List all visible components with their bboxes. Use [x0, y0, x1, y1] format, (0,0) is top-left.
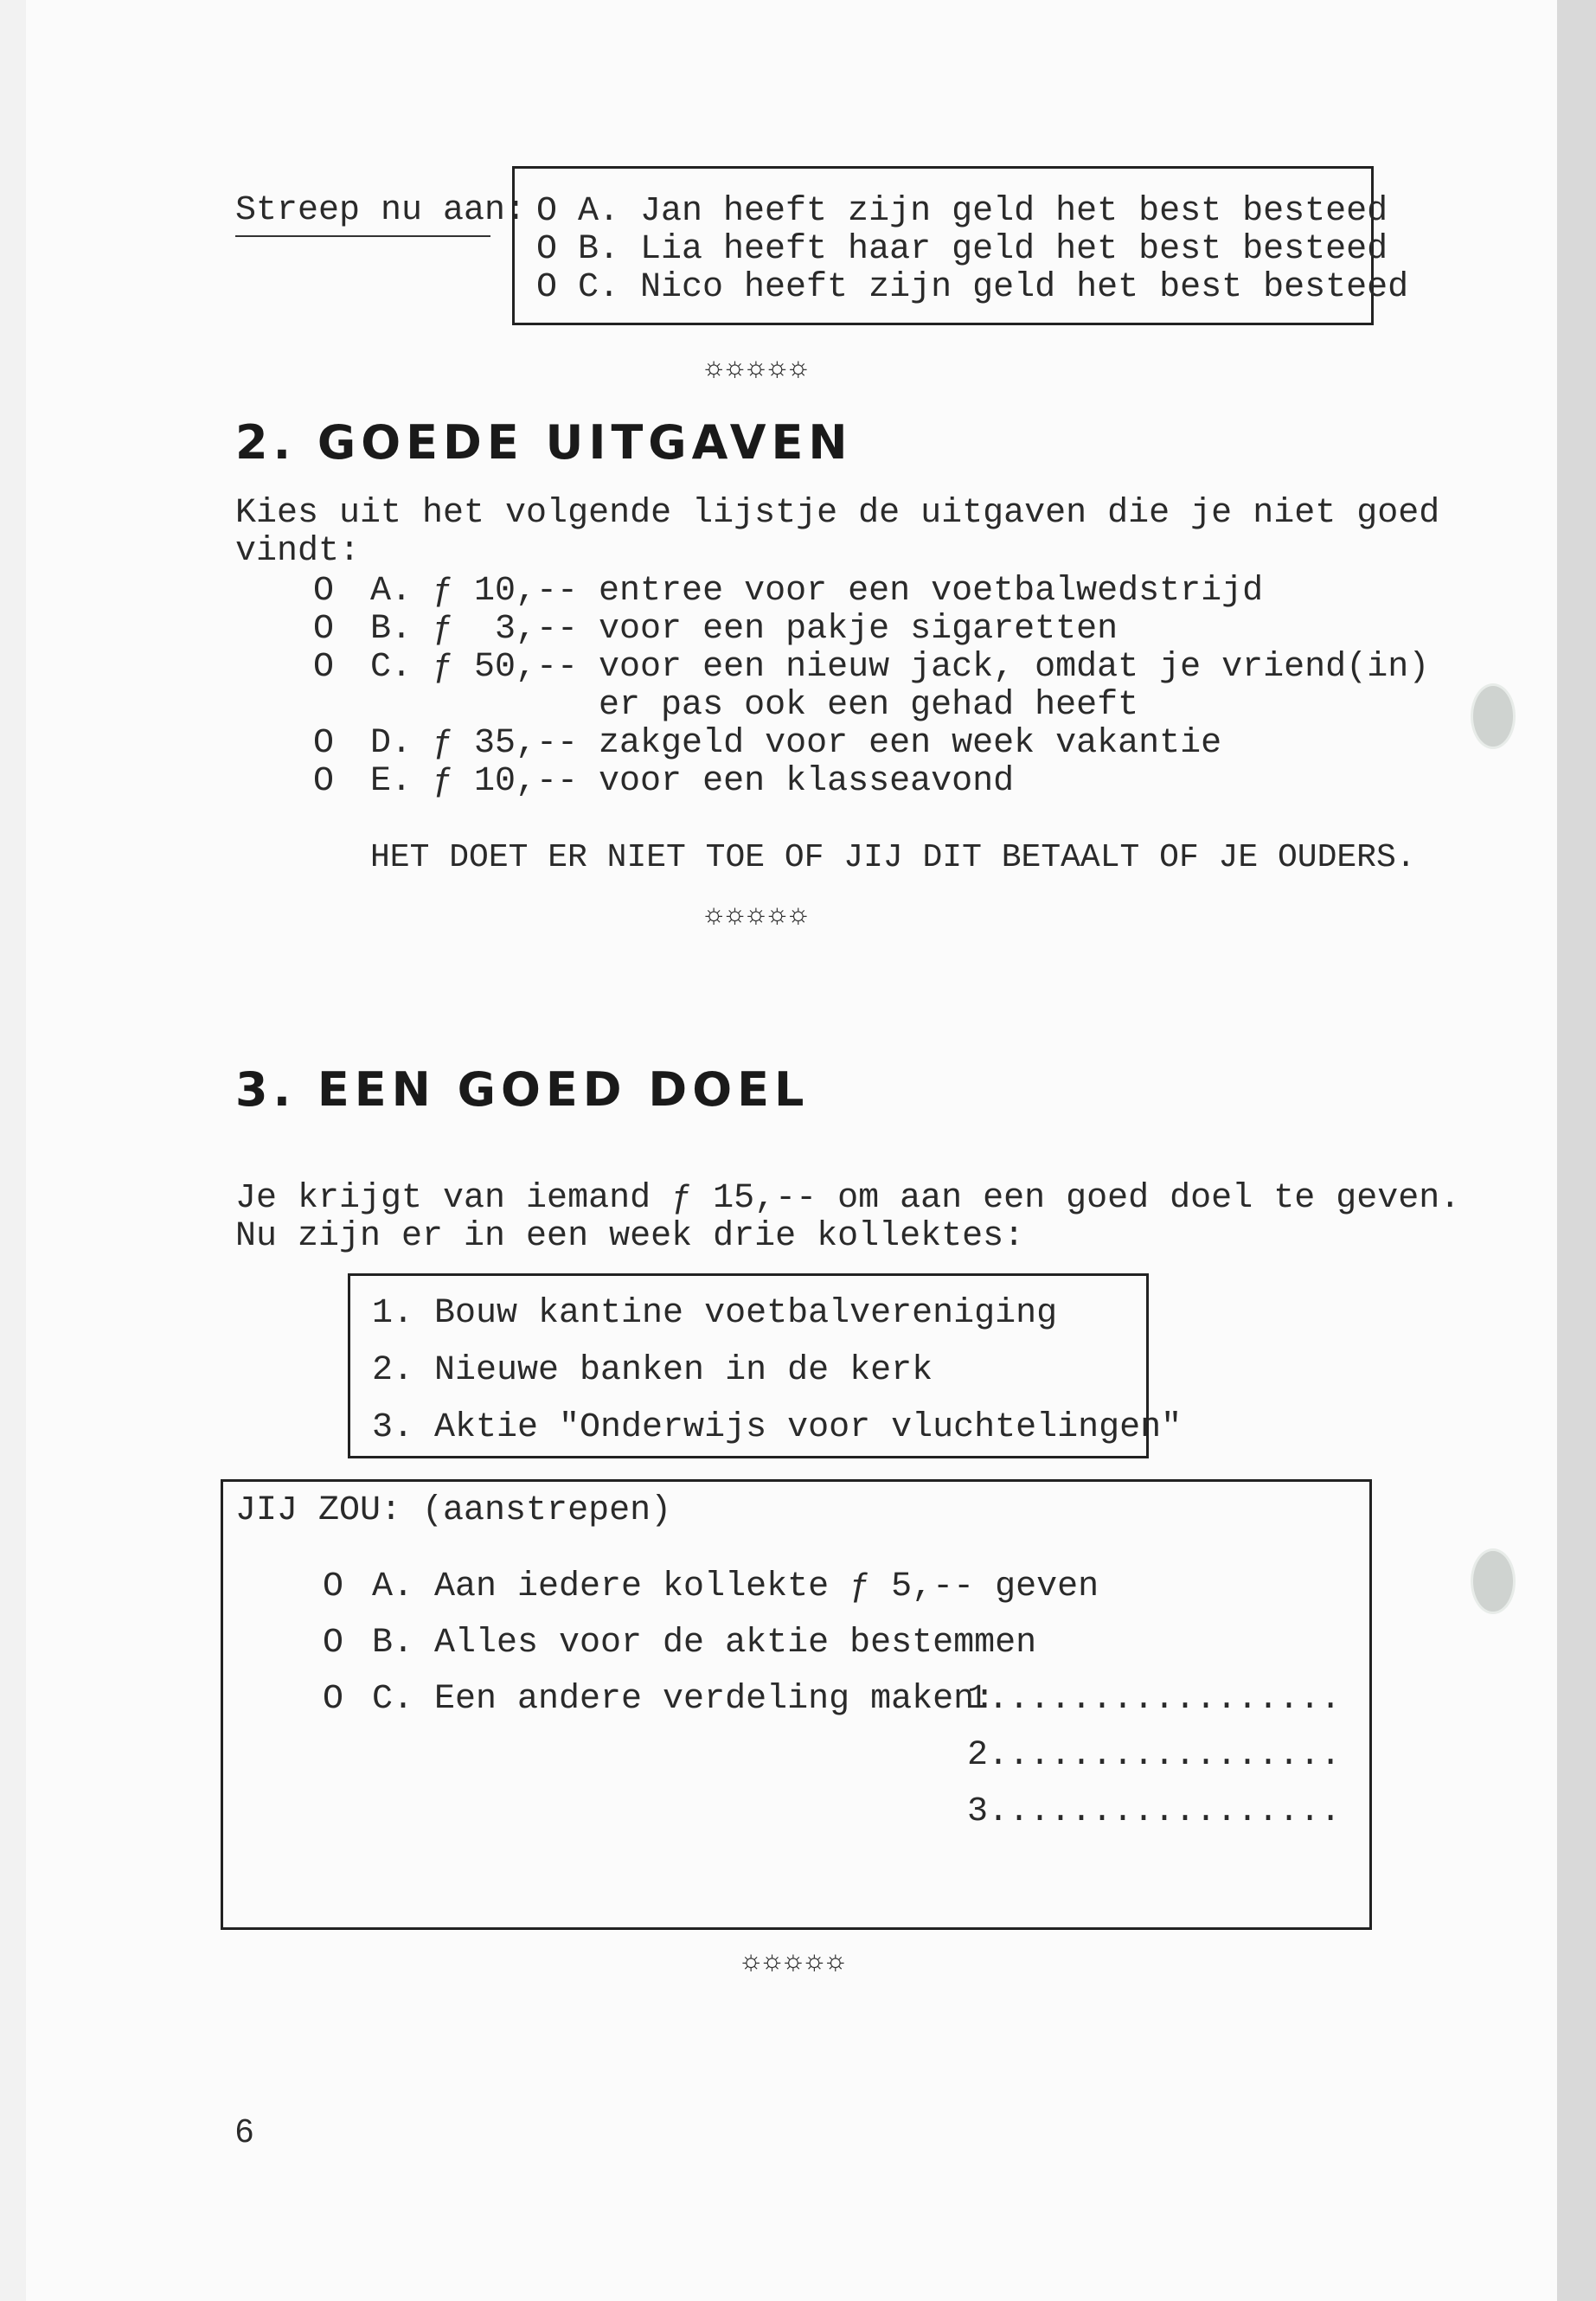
choice-box	[221, 1479, 1372, 1930]
q1-option-b[interactable]: O B. Lia heeft haar geld het best besteed	[536, 230, 1388, 269]
section-2-intro-line-1: Kies uit het volgende lijstje de uitgaven die je niet goed	[235, 494, 1440, 533]
choice-checkbox-b[interactable]: O	[323, 1624, 344, 1663]
q1-label: Streep nu aan:	[235, 191, 527, 230]
fill-line-1[interactable]: 1.................	[967, 1680, 1342, 1719]
expense-checkbox-d[interactable]: O	[313, 724, 335, 763]
choice-text-a: A. Aan iedere kollekte ƒ 5,-- geven	[372, 1567, 1099, 1606]
section-2-note: HET DOET ER NIET TOE OF JIJ DIT BETAALT OF JE OUDERS.	[370, 839, 1416, 876]
choice-label: JIJ ZOU: (aanstrepen)	[235, 1491, 672, 1530]
punch-hole-icon	[1471, 683, 1516, 749]
expense-checkbox-b[interactable]: O	[313, 610, 335, 649]
fill-line-3[interactable]: 3.................	[967, 1792, 1342, 1831]
page-edge	[1557, 0, 1596, 2301]
choice-checkbox-a[interactable]: O	[323, 1567, 344, 1606]
q1-label-underline	[235, 235, 490, 237]
q1-options-box	[512, 166, 1409, 325]
expense-item-e: E. ƒ 10,-- voor een klasseavond	[370, 762, 1015, 801]
fill-line-2[interactable]: 2.................	[967, 1736, 1342, 1775]
expense-checkbox-c[interactable]: O	[313, 648, 335, 687]
collection-item-3: 3. Aktie "Onderwijs voor vluchtelingen"	[372, 1408, 1183, 1447]
expense-checkbox-e[interactable]: O	[313, 762, 335, 801]
punch-hole-icon	[1471, 1548, 1516, 1614]
section-3-intro-line-1: Je krijgt van iemand ƒ 15,-- om aan een goed doel te geven.	[235, 1179, 1461, 1218]
section-3-title: 3. EEN GOED DOEL	[235, 1062, 810, 1117]
choice-checkbox-c[interactable]: O	[323, 1680, 344, 1719]
section-divider-stars: ☼☼☼☼☼	[705, 900, 811, 933]
choice-text-c: C. Een andere verdeling maken:	[372, 1680, 996, 1719]
page-number: 6	[235, 2113, 254, 2150]
section-2-title: 2. GOEDE UITGAVEN	[235, 415, 853, 470]
collection-item-1: 1. Bouw kantine voetbalvereniging	[372, 1294, 1058, 1333]
section-2-intro-line-2: vindt:	[235, 532, 361, 571]
section-3-intro-line-2: Nu zijn er in een week drie kollektes:	[235, 1217, 1025, 1256]
section-divider-stars: ☼☼☼☼☼	[742, 1946, 849, 1979]
expense-item-a: A. ƒ 10,-- entree voor een voetbalwedstrijd	[370, 572, 1264, 611]
collection-item-2: 2. Nieuwe banken in de kerk	[372, 1351, 933, 1390]
expense-item-b: B. ƒ 3,-- voor een pakje sigaretten	[370, 610, 1118, 649]
section-divider-stars: ☼☼☼☼☼	[705, 353, 811, 386]
q1-option-c[interactable]: O C. Nico heeft zijn geld het best besteed	[536, 268, 1409, 307]
choice-text-b: B. Alles voor de aktie bestemmen	[372, 1624, 1037, 1663]
q1-option-a[interactable]: O A. Jan heeft zijn geld het best besteed	[536, 192, 1388, 231]
expense-item-c: C. ƒ 50,-- voor een nieuw jack, omdat je vriend(in)	[370, 648, 1430, 687]
expense-item-c-continuation: er pas ook een gehad heeft	[370, 686, 1139, 725]
collections-box	[348, 1273, 1183, 1458]
expense-item-d: D. ƒ 35,-- zakgeld voor een week vakantie	[370, 724, 1222, 763]
expense-checkbox-a[interactable]: O	[313, 572, 335, 611]
